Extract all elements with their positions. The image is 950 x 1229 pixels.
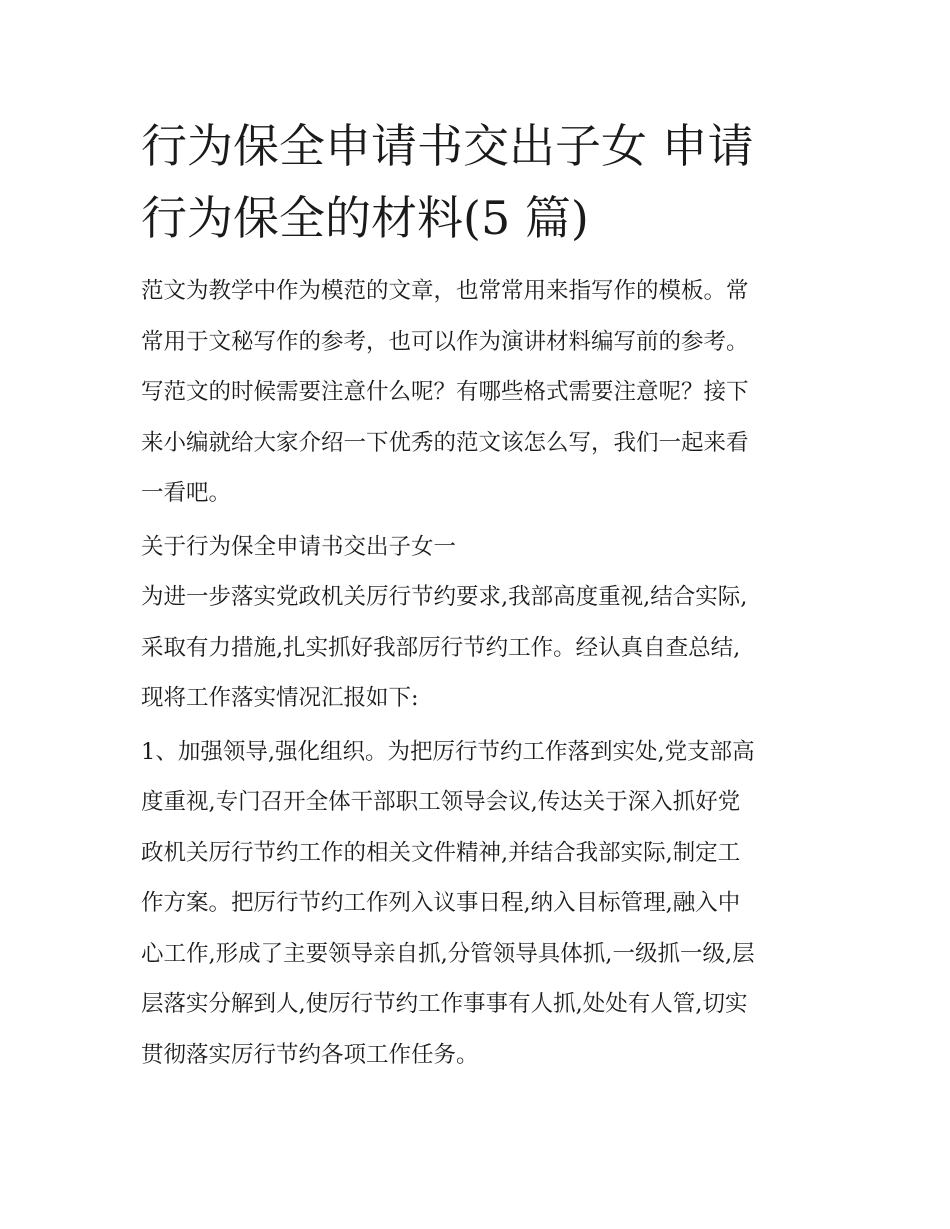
- document-title: [141, 110, 811, 254]
- para1-line-3: 现将工作落实情况汇报如下:: [141, 685, 419, 711]
- para1-line-2: 采取有力措施,扎实抓好我部厉行节约工作。经认真自查总结,: [141, 634, 741, 661]
- para2-line-7: 贯彻落实厉行节约各项工作任务。: [141, 1041, 479, 1068]
- intro-line-1: 范文为教学中作为模范的文章，也常常用来指写作的模板。常: [141, 278, 749, 304]
- para2-line-6: 层落实分解到人,使厉行节约工作事事有人抓,处处有人管,切实: [141, 991, 748, 1017]
- paragraph-1: [141, 572, 811, 724]
- intro-line-3: 写范文的时候需要注意什么呢？有哪些格式需要注意呢？接下: [141, 379, 749, 405]
- para1-line-1: 为进一步落实党政机关厉行节约要求,我部高度重视,结合实际,: [141, 584, 748, 610]
- intro-line-5: 一看吧。: [141, 480, 232, 506]
- section-heading: 关于行为保全申请书交出子女一: [141, 533, 457, 560]
- para2-line-4: 作方案。把厉行节约工作列入议事日程,纳入目标管理,融入中: [141, 890, 741, 916]
- intro-line-4: 来小编就给大家介绍一下优秀的范文该怎么写，我们一起来看: [141, 429, 749, 456]
- title-line-1: 行为保全申请书交出子女 申请: [141, 119, 754, 173]
- para2-line-1: 1、加强领导,强化组织。为把厉行节约工作落到实处,党支部高: [141, 738, 755, 765]
- title-line-2: 行为保全的材料(5 篇): [141, 191, 589, 245]
- paragraph-2: [141, 727, 811, 1081]
- para2-line-3: 政机关厉行节约工作的相关文件精神,并结合我部实际,制定工: [141, 839, 741, 866]
- intro-paragraph: [141, 266, 811, 519]
- para2-line-2: 度重视,专门召开全体干部职工领导会议,传达关于深入抓好党: [141, 789, 741, 815]
- intro-line-2: 常用于文秘写作的参考，也可以作为演讲材料编写前的参考。: [141, 328, 749, 355]
- document-page: [141, 110, 811, 1083]
- para2-line-5: 心工作,形成了主要领导亲自抓,分管领导具体抓,一级抓一级,层: [141, 940, 755, 967]
